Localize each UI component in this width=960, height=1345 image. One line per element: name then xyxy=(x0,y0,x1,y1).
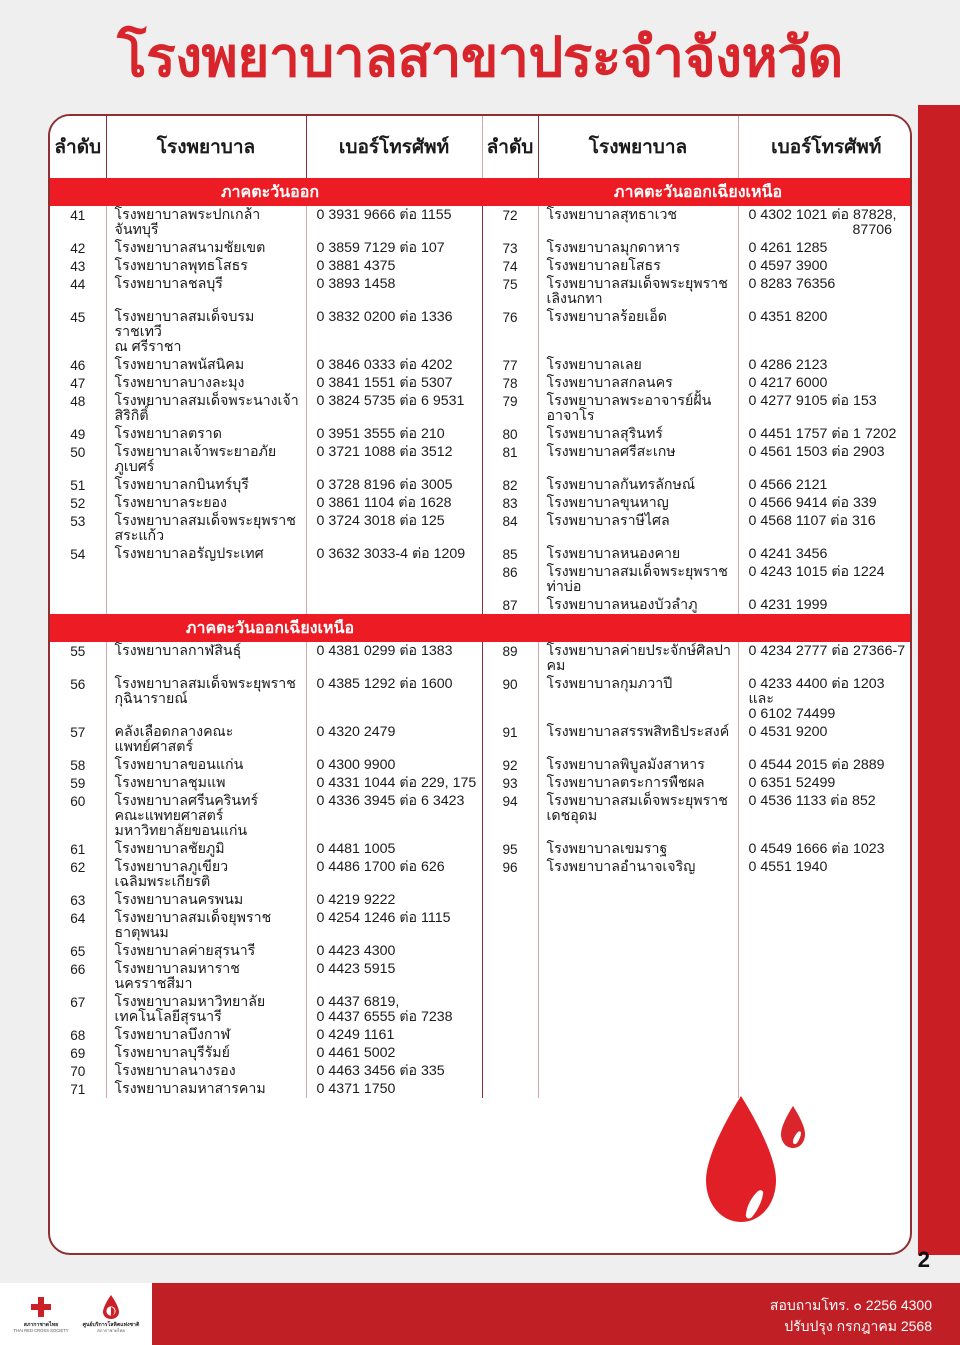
thai-red-cross-logo xyxy=(8,1294,74,1334)
row-number-left: 68 xyxy=(50,1026,106,1044)
table-body xyxy=(50,178,912,1098)
hospital-name-cell-left: โรงพยาบาลชุมแพ xyxy=(114,775,226,791)
table-row xyxy=(50,891,912,909)
row-number-right: 94 xyxy=(482,792,538,840)
row-number-right: 89 xyxy=(482,642,538,675)
row-number-left: 48 xyxy=(50,392,106,425)
hospital-name-cell-left: โรงพยาบาลบางละมุง xyxy=(114,375,245,391)
hospital-name-cell-left: โรงพยาบาลสมเด็จยุพราชธาตุพนม xyxy=(114,910,272,941)
table-row xyxy=(50,774,912,792)
table-header xyxy=(50,116,912,178)
row-number-right: 76 xyxy=(482,308,538,356)
hospital-name-cell-right: โรงพยาบาลเขมราฐ xyxy=(546,841,668,857)
hospital-name-cell-right: โรงพยาบาลมุกดาหาร xyxy=(546,240,681,256)
table-row xyxy=(50,792,912,840)
hospital-name-cell-right: โรงพยาบาลค่ายประจักษ์ศิลปาคม xyxy=(546,643,731,674)
row-number-left: 67 xyxy=(50,993,106,1026)
table-row xyxy=(50,275,912,308)
telephone-cell-left: 0 4249 1161 xyxy=(306,1026,482,1044)
telephone-cell-right xyxy=(738,1062,912,1080)
telephone-cell-left: 0 3721 1088 ต่อ 3512 xyxy=(306,443,482,476)
hospital-name-cell-left: โรงพยาบาลชลบุรี xyxy=(114,276,223,292)
hospital-name-cell-left: โรงพยาบาลอรัญประเทศ xyxy=(114,546,264,562)
table-row xyxy=(50,308,912,356)
hospital-name-cell-right: โรงพยาบาลเลย xyxy=(546,357,642,373)
table-row xyxy=(50,993,912,1026)
telephone-cell-right: 0 4531 9200 xyxy=(738,723,912,756)
table-row xyxy=(50,596,912,614)
hospital-name-cell-right: โรงพยาบาลสมเด็จพระยุพราช เลิงนกทา xyxy=(546,276,728,307)
telephone-cell-right: 0 4302 1021 ต่อ 87828, 87706 xyxy=(738,206,912,239)
telephone-cell-right: 0 4261 1285 xyxy=(738,239,912,257)
telephone-cell-right: 0 4536 1133 ต่อ 852 xyxy=(738,792,912,840)
hospital-name-cell-left: โรงพยาบาลค่ายสุรนารี xyxy=(114,943,256,959)
header-tel-right: เบอร์โทรศัพท์ xyxy=(738,116,912,178)
hospital-name-cell-right xyxy=(538,1062,738,1080)
row-number-right xyxy=(482,1026,538,1044)
telephone-cell-left: 0 3632 3033-4 ต่อ 1209 xyxy=(306,545,482,563)
hospital-name-cell-left: โรงพยาบาลขอนแก่น xyxy=(114,757,244,773)
row-number-left: 54 xyxy=(50,545,106,563)
hospital-name-cell-left: โรงพยาบาลศรีนครินทร์ คณะแพทยศาสตร์ มหาวิทยาลัยขอนแก่น xyxy=(114,793,259,839)
row-number-right: 96 xyxy=(482,858,538,891)
telephone-cell-left: 0 3859 7129 ต่อ 107 xyxy=(306,239,482,257)
telephone-cell-left: 0 3951 3555 ต่อ 210 xyxy=(306,425,482,443)
telephone-cell-right: 0 4234 2777 ต่อ 27366-7 xyxy=(738,642,912,675)
hospital-name-cell-left: โรงพยาบาลสมเด็จบรมราชเทวี ณ ศรีราชา xyxy=(114,309,255,355)
row-number-right: 84 xyxy=(482,512,538,545)
row-number-right: 77 xyxy=(482,356,538,374)
telephone-cell-right xyxy=(738,1044,912,1062)
section-label-right: ภาคตะวันออกเฉียงเหนือ xyxy=(482,178,912,206)
table-row xyxy=(50,374,912,392)
hospital-name-cell-left: โรงพยาบาลมหาสารคาม xyxy=(114,1081,266,1097)
row-number-right: 80 xyxy=(482,425,538,443)
hospital-name-cell-left: โรงพยาบาลพนัสนิคม xyxy=(114,357,245,373)
telephone-cell-right: 0 4566 2121 xyxy=(738,476,912,494)
row-number-left: 69 xyxy=(50,1044,106,1062)
right-edge-strip xyxy=(918,105,960,1255)
telephone-cell-right xyxy=(738,993,912,1026)
row-number-right xyxy=(482,1044,538,1062)
telephone-cell-right: 0 4243 1015 ต่อ 1224 xyxy=(738,563,912,596)
telephone-cell-left: 0 4331 1044 ต่อ 229, 175 xyxy=(306,774,482,792)
telephone-cell-right xyxy=(738,942,912,960)
hospital-name-cell-left: โรงพยาบาลกบินทร์บุรี xyxy=(114,477,249,493)
hospital-name-cell-right: โรงพยาบาลสมเด็จพระยุพราช เดชอุดม xyxy=(546,793,728,824)
telephone-cell-right: 0 4241 3456 xyxy=(738,545,912,563)
logo2-line2: สภากาชาดไทย xyxy=(97,1328,125,1334)
hospital-name-cell-right: โรงพยาบาลพิบูลมังสาหาร xyxy=(546,757,705,773)
hospital-name-cell-right: โรงพยาบาลหนองคาย xyxy=(546,546,681,562)
row-number-right: 81 xyxy=(482,443,538,476)
telephone-cell-right: 0 4277 9105 ต่อ 153 xyxy=(738,392,912,425)
telephone-cell-right: 0 8283 76356 xyxy=(738,275,912,308)
table-row xyxy=(50,960,912,993)
blood-drop-logo-icon xyxy=(78,1294,144,1320)
table-row xyxy=(50,206,912,239)
hospital-name-cell-left: โรงพยาบาลตราด xyxy=(114,426,222,442)
row-number-right: 95 xyxy=(482,840,538,858)
table-row xyxy=(50,512,912,545)
hospital-name-cell-left: โรงพยาบาลชัยภูมิ xyxy=(114,841,225,857)
hospital-name-cell-right xyxy=(538,1026,738,1044)
hospital-name-cell-left: โรงพยาบาลเจ้าพระยาอภัยภูเบศร์ xyxy=(114,444,277,475)
hospital-name-cell-left: คลังเลือดกลางคณะแพทย์ศาสตร์ xyxy=(114,724,234,755)
hospital-name-cell-left: โรงพยาบาลบึงกาฬ xyxy=(114,1027,231,1043)
hospital-name-cell-left: โรงพยาบาลบุรีรัมย์ xyxy=(114,1045,230,1061)
telephone-cell-left: 0 3861 1104 ต่อ 1628 xyxy=(306,494,482,512)
telephone-cell-left: 0 3841 1551 ต่อ 5307 xyxy=(306,374,482,392)
row-number-left: 47 xyxy=(50,374,106,392)
table-row xyxy=(50,563,912,596)
row-number-left: 42 xyxy=(50,239,106,257)
row-number-right xyxy=(482,1080,538,1098)
table-row xyxy=(50,642,912,675)
telephone-cell-left xyxy=(306,596,482,614)
row-number-right: 92 xyxy=(482,756,538,774)
telephone-cell-right xyxy=(738,909,912,942)
table-row xyxy=(50,756,912,774)
telephone-cell-left: 0 4423 4300 xyxy=(306,942,482,960)
row-number-right xyxy=(482,993,538,1026)
telephone-cell-left: 0 4371 1750 xyxy=(306,1080,482,1098)
table-row xyxy=(50,392,912,425)
telephone-cell-right: 0 4233 4400 ต่อ 1203 และ 0 6102 74499 xyxy=(738,675,912,723)
table-row xyxy=(50,1044,912,1062)
row-number-left: 63 xyxy=(50,891,106,909)
telephone-cell-left: 0 4423 5915 xyxy=(306,960,482,993)
telephone-cell-right: 0 4551 1940 xyxy=(738,858,912,891)
hospital-name-cell-right xyxy=(538,891,738,909)
hospital-name-cell-right: โรงพยาบาลราษีไศล xyxy=(546,513,670,529)
hospital-name-cell-left: โรงพยาบาลพุทธโสธร xyxy=(114,258,248,274)
table-row xyxy=(50,545,912,563)
section-label-left: ภาคตะวันออก xyxy=(50,178,482,206)
row-number-right: 74 xyxy=(482,257,538,275)
row-number-left: 50 xyxy=(50,443,106,476)
table-row xyxy=(50,443,912,476)
row-number-right: 82 xyxy=(482,476,538,494)
telephone-cell-left: 0 3931 9666 ต่อ 1155 xyxy=(306,206,482,239)
telephone-cell-right: 0 6351 52499 xyxy=(738,774,912,792)
hospital-table-card xyxy=(48,114,912,1255)
telephone-cell-left: 0 4437 6819, 0 4437 6555 ต่อ 7238 xyxy=(306,993,482,1026)
row-number-left: 53 xyxy=(50,512,106,545)
header-no-left: ลำดับ xyxy=(50,116,106,178)
telephone-cell-left: 0 4381 0299 ต่อ 1383 xyxy=(306,642,482,675)
red-cross-icon xyxy=(8,1294,74,1320)
hospital-name-cell-left: โรงพยาบาลพระปกเกล้าจันทบุรี xyxy=(114,207,261,238)
hospital-name-cell-left: โรงพยาบาลสมเด็จพระยุพราช กุฉินารายณ์ xyxy=(114,676,296,707)
row-number-left: 60 xyxy=(50,792,106,840)
hospital-name-cell-left xyxy=(106,596,306,614)
telephone-cell-right xyxy=(738,891,912,909)
hospital-name-cell-left: โรงพยาบาลสมเด็จพระนางเจ้าสิริกิติ์ xyxy=(114,393,299,424)
row-number-right xyxy=(482,960,538,993)
row-number-left: 46 xyxy=(50,356,106,374)
row-number-left: 44 xyxy=(50,275,106,308)
hospital-name-cell-right: โรงพยาบาลสมเด็จพระยุพราช ท่าบ่อ xyxy=(546,564,728,595)
hospital-name-cell-right: โรงพยาบาลพระอาจารย์ฝั้น อาจาโร xyxy=(546,393,712,424)
row-number-left: 70 xyxy=(50,1062,106,1080)
table-row xyxy=(50,1026,912,1044)
header-hospital-right: โรงพยาบาล xyxy=(538,116,738,178)
row-number-right: 75 xyxy=(482,275,538,308)
hospital-name-cell-right: โรงพยาบาลสกลนคร xyxy=(546,375,673,391)
hospital-name-cell-right: โรงพยาบาลยโสธร xyxy=(546,258,661,274)
hospital-name-cell-left: โรงพยาบาลมหาราชนครราชสีมา xyxy=(114,961,240,992)
telephone-cell-left: 0 4336 3945 ต่อ 6 3423 xyxy=(306,792,482,840)
hospital-name-cell-right xyxy=(538,942,738,960)
telephone-cell-left xyxy=(306,563,482,596)
row-number-left: 57 xyxy=(50,723,106,756)
row-number-right: 72 xyxy=(482,206,538,239)
row-number-left xyxy=(50,563,106,596)
telephone-cell-right: 0 4549 1666 ต่อ 1023 xyxy=(738,840,912,858)
footer-text xyxy=(770,1295,932,1337)
table-row xyxy=(50,675,912,723)
row-number-left: 66 xyxy=(50,960,106,993)
row-number-right: 78 xyxy=(482,374,538,392)
hospital-name-cell-left: โรงพยาบาลระยอง xyxy=(114,495,227,511)
table-row xyxy=(50,1062,912,1080)
section-label-right xyxy=(482,614,912,642)
hospital-name-cell-right xyxy=(538,909,738,942)
hospital-name-cell-right xyxy=(538,993,738,1026)
telephone-cell-right: 0 4568 1107 ต่อ 316 xyxy=(738,512,912,545)
national-blood-centre-logo xyxy=(78,1294,144,1334)
row-number-right: 79 xyxy=(482,392,538,425)
logo1-line1: สภากาชาดไทย xyxy=(23,1322,59,1329)
telephone-cell-left: 0 3881 4375 xyxy=(306,257,482,275)
table-row xyxy=(50,425,912,443)
row-number-right xyxy=(482,1062,538,1080)
table-row xyxy=(50,257,912,275)
hospital-name-cell-left: โรงพยาบาลมหาวิทยาลัย เทคโนโลยีสุรนารี xyxy=(114,994,266,1025)
telephone-cell-left: 0 3728 8196 ต่อ 3005 xyxy=(306,476,482,494)
row-number-right: 85 xyxy=(482,545,538,563)
hospital-name-cell-right xyxy=(538,1044,738,1062)
telephone-cell-left: 0 4481 1005 xyxy=(306,840,482,858)
row-number-left: 58 xyxy=(50,756,106,774)
telephone-cell-left: 0 4463 3456 ต่อ 335 xyxy=(306,1062,482,1080)
table-row xyxy=(50,239,912,257)
telephone-cell-right: 0 4286 2123 xyxy=(738,356,912,374)
telephone-cell-right: 0 4566 9414 ต่อ 339 xyxy=(738,494,912,512)
table-row xyxy=(50,942,912,960)
telephone-cell-left: 0 4461 5002 xyxy=(306,1044,482,1062)
hospital-name-cell-right: โรงพยาบาลศรีสะเกษ xyxy=(546,444,676,460)
telephone-cell-left: 0 3832 0200 ต่อ 1336 xyxy=(306,308,482,356)
hospital-name-cell-right: โรงพยาบาลหนองบัวลำภู xyxy=(546,597,698,613)
telephone-cell-left: 0 3724 3018 ต่อ 125 xyxy=(306,512,482,545)
telephone-cell-left: 0 4486 1700 ต่อ 626 xyxy=(306,858,482,891)
hospital-table xyxy=(50,116,912,1098)
row-number-right: 87 xyxy=(482,596,538,614)
row-number-left: 43 xyxy=(50,257,106,275)
telephone-cell-left: 0 3846 0333 ต่อ 4202 xyxy=(306,356,482,374)
row-number-left: 61 xyxy=(50,840,106,858)
hospital-name-cell-right: โรงพยาบาลสุทธาเวช xyxy=(546,207,678,223)
row-number-left: 71 xyxy=(50,1080,106,1098)
header-hospital-left: โรงพยาบาล xyxy=(106,116,306,178)
telephone-cell-left: 0 4320 2479 xyxy=(306,723,482,756)
footer-contact: สอบถามโทร. ๐ 2256 4300 xyxy=(769,1297,932,1313)
page-title: โรงพยาบาลสาขาประจำจังหวัด xyxy=(117,26,843,88)
row-number-left: 62 xyxy=(50,858,106,891)
telephone-cell-right: 0 4451 1757 ต่อ 1 7202 xyxy=(738,425,912,443)
telephone-cell-right: 0 4351 8200 xyxy=(738,308,912,356)
footer-logos xyxy=(0,1283,152,1345)
logo1-line2: THAI RED CROSS SOCIETY xyxy=(13,1328,69,1334)
table-row xyxy=(50,494,912,512)
row-number-left: 65 xyxy=(50,942,106,960)
row-number-left: 56 xyxy=(50,675,106,723)
row-number-right: 86 xyxy=(482,563,538,596)
row-number-left: 59 xyxy=(50,774,106,792)
table-row xyxy=(50,858,912,891)
hospital-name-cell-right: โรงพยาบาลสุรินทร์ xyxy=(546,426,663,442)
telephone-cell-right: 0 4597 3900 xyxy=(738,257,912,275)
hospital-name-cell-left: โรงพยาบาลภูเขียวเฉลิมพระเกียรติ xyxy=(114,859,229,890)
telephone-cell-left: 0 3893 1458 xyxy=(306,275,482,308)
hospital-name-cell-left: โรงพยาบาลนครพนม xyxy=(114,892,244,908)
hospital-name-cell-left: โรงพยาบาลสนามชัยเขต xyxy=(114,240,266,256)
page-number: 2 xyxy=(917,1247,930,1272)
telephone-cell-left: 0 4254 1246 ต่อ 1115 xyxy=(306,909,482,942)
telephone-cell-left: 0 4219 9222 xyxy=(306,891,482,909)
hospital-name-cell-right: โรงพยาบาลกันทรลักษณ์ xyxy=(546,477,696,493)
section-header-row xyxy=(50,614,912,642)
hospital-name-cell-right xyxy=(538,960,738,993)
telephone-cell-left: 0 4385 1292 ต่อ 1600 xyxy=(306,675,482,723)
telephone-cell-right: 0 4217 6000 xyxy=(738,374,912,392)
row-number-right xyxy=(482,909,538,942)
hospital-name-cell-right: โรงพยาบาลร้อยเอ็ด xyxy=(546,309,668,325)
row-number-left: 55 xyxy=(50,642,106,675)
row-number-left: 64 xyxy=(50,909,106,942)
telephone-cell-left: 0 4300 9900 xyxy=(306,756,482,774)
hospital-name-cell-left: โรงพยาบาลกาฬสินธุ์ xyxy=(114,643,242,659)
header-no-right: ลำดับ xyxy=(482,116,538,178)
row-number-left: 52 xyxy=(50,494,106,512)
telephone-cell-left: 0 3824 5735 ต่อ 6 9531 xyxy=(306,392,482,425)
row-number-left: 51 xyxy=(50,476,106,494)
hospital-name-cell-right: โรงพยาบาลกุมภวาปี xyxy=(546,676,673,692)
table-row xyxy=(50,723,912,756)
logo2-line1: ศูนย์บริการโลหิตแห่งชาติ xyxy=(82,1322,140,1329)
telephone-cell-right: 0 4231 1999 xyxy=(738,596,912,614)
table-row xyxy=(50,476,912,494)
hospital-name-cell-left: โรงพยาบาลสมเด็จพระยุพราช สระแก้ว xyxy=(114,513,296,544)
row-number-right: 93 xyxy=(482,774,538,792)
header-tel-left: เบอร์โทรศัพท์ xyxy=(306,116,482,178)
row-number-right xyxy=(482,942,538,960)
section-label-left: ภาคตะวันออกเฉียงเหนือ xyxy=(50,614,482,642)
footer-updated: ปรับปรุง กรกฎาคม 2568 xyxy=(784,1318,932,1334)
hospital-name-cell-right: โรงพยาบาลอำนาจเจริญ xyxy=(546,859,696,875)
hospital-name-cell-right: โรงพยาบาลสรรพสิทธิประสงค์ xyxy=(546,724,730,740)
row-number-right: 73 xyxy=(482,239,538,257)
hospital-name-cell-right: โรงพยาบาลตระการพืชผล xyxy=(546,775,705,791)
telephone-cell-right: 0 4544 2015 ต่อ 2889 xyxy=(738,756,912,774)
row-number-right: 90 xyxy=(482,675,538,723)
row-number-left xyxy=(50,596,106,614)
row-number-right: 91 xyxy=(482,723,538,756)
hospital-name-cell-left xyxy=(106,563,306,596)
row-number-left: 45 xyxy=(50,308,106,356)
row-number-left: 41 xyxy=(50,206,106,239)
row-number-right: 83 xyxy=(482,494,538,512)
blood-drop-icon xyxy=(694,1088,814,1238)
telephone-cell-right xyxy=(738,960,912,993)
row-number-right xyxy=(482,891,538,909)
telephone-cell-right xyxy=(738,1026,912,1044)
table-row xyxy=(50,356,912,374)
table-row xyxy=(50,909,912,942)
telephone-cell-right: 0 4561 1503 ต่อ 2903 xyxy=(738,443,912,476)
section-header-row xyxy=(50,178,912,206)
table-row xyxy=(50,840,912,858)
row-number-left: 49 xyxy=(50,425,106,443)
hospital-name-cell-left: โรงพยาบาลนางรอง xyxy=(114,1063,236,1079)
hospital-name-cell-right: โรงพยาบาลขุนหาญ xyxy=(546,495,669,511)
